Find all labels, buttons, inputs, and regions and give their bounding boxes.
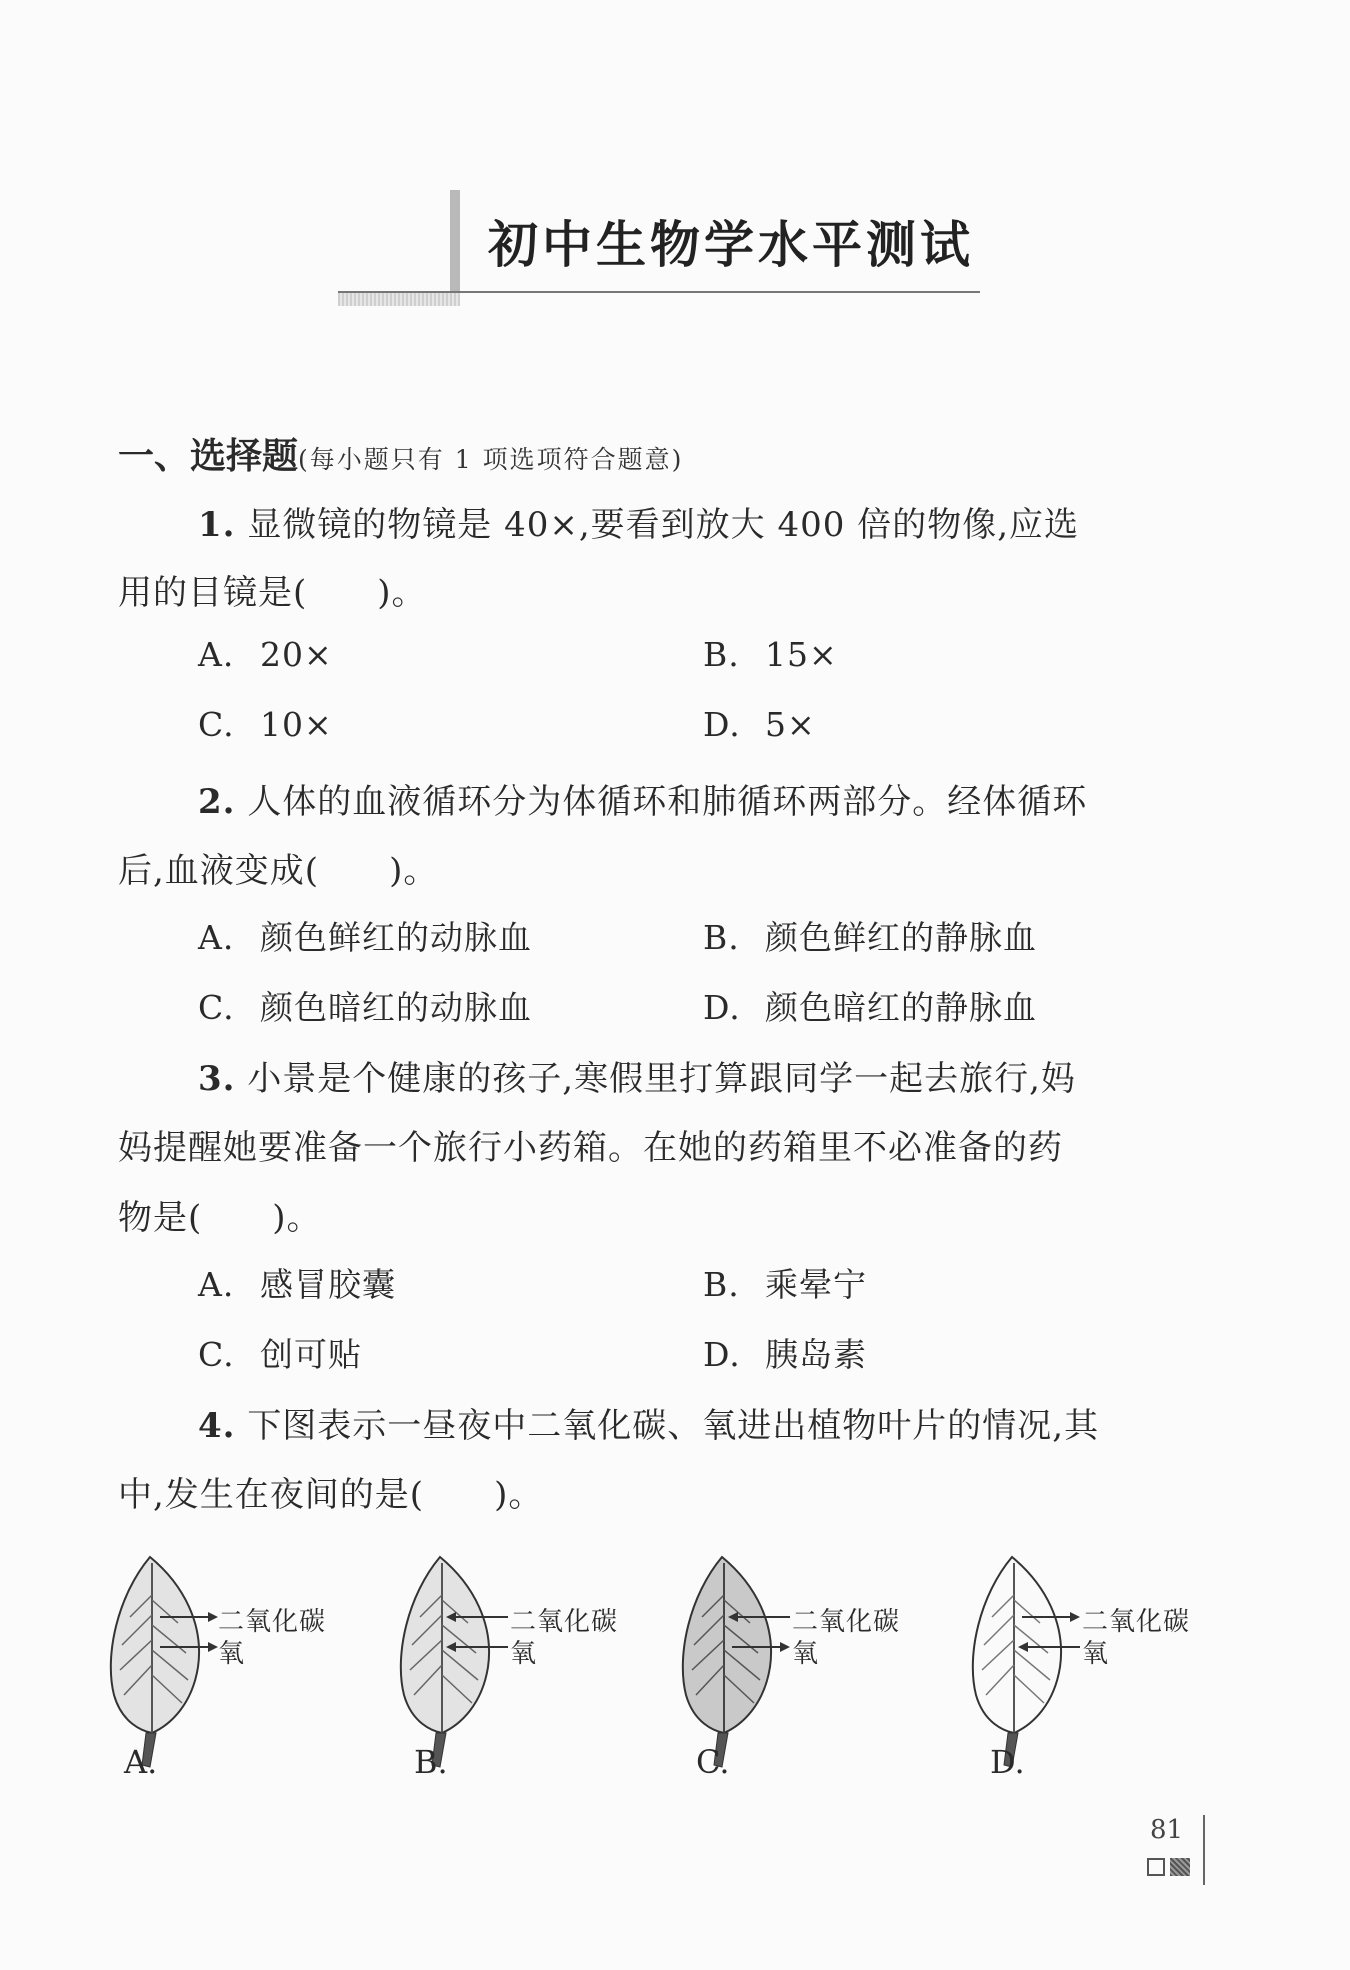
option-label: B.	[703, 918, 740, 957]
page-marker-filled-square	[1170, 1858, 1190, 1876]
question-1-line-2: 用的目镜是( )。	[118, 573, 427, 613]
section-heading	[118, 428, 683, 479]
leaf-option-letter: D.	[990, 1743, 1025, 1781]
o2-label: 氧	[792, 1639, 820, 1669]
question-1-number: 1.	[198, 505, 236, 545]
option-text: 乘晕宁	[765, 1265, 867, 1304]
section-note: (每小题只有 1 项选项符合题意)	[298, 445, 684, 474]
question-4-text-1: 下图表示一昼夜中二氧化碳、氧进出植物叶片的情况,其	[247, 1406, 1100, 1446]
question-3-text-1: 小景是个健康的孩子,寒假里打算跟同学一起去旅行,妈	[247, 1059, 1076, 1099]
page-number: 81	[1150, 1815, 1184, 1845]
title-underline	[338, 291, 980, 293]
question-3-line-1	[198, 1051, 1076, 1100]
question-1-text-1: 显微镜的物镜是 40×,要看到放大 400 倍的物像,应选	[247, 505, 1079, 545]
question-4-line-2: 中,发生在夜间的是( )。	[118, 1475, 544, 1515]
question-2-text-1: 人体的血液循环分为体循环和肺循环两部分。经体循环	[247, 782, 1088, 822]
option-label: D.	[703, 1335, 741, 1374]
title-underline-shade	[338, 292, 460, 306]
leaf-diagram-a	[100, 1555, 370, 1785]
co2-label: 二氧化碳	[218, 1607, 327, 1637]
option-label: A.	[198, 918, 235, 957]
option-text: 感冒胶囊	[260, 1265, 396, 1304]
question-3-option-b	[703, 1259, 867, 1306]
option-label: B.	[703, 635, 740, 674]
question-3-option-d	[703, 1329, 867, 1376]
question-1-option-c	[198, 705, 333, 744]
option-text: 15×	[765, 635, 838, 674]
leaf-diagram-c	[672, 1555, 942, 1785]
leaf-option-letter: B.	[414, 1743, 448, 1781]
question-3-line-2: 妈提醒她要准备一个旅行小药箱。在她的药箱里不必准备的药	[118, 1128, 1063, 1168]
option-text: 胰岛素	[765, 1335, 867, 1374]
question-1-option-d	[703, 705, 816, 744]
question-4-number: 4.	[198, 1406, 236, 1446]
o2-label: 氧	[510, 1639, 538, 1669]
leaf-option-letter: A.	[124, 1743, 158, 1781]
option-label: C.	[198, 988, 235, 1027]
option-label: A.	[198, 1265, 235, 1304]
question-1-option-a	[198, 635, 333, 674]
option-label: C.	[198, 705, 235, 744]
option-text: 颜色暗红的动脉血	[260, 988, 532, 1027]
question-3-line-3: 物是( )。	[118, 1198, 322, 1238]
question-2-line-1	[198, 774, 1087, 823]
question-2-option-b	[703, 912, 1037, 959]
co2-label: 二氧化碳	[510, 1607, 619, 1637]
title-accent-bar	[450, 190, 460, 298]
page-number-rule	[1203, 1815, 1205, 1885]
option-label: B.	[703, 1265, 740, 1304]
question-1-option-b	[703, 635, 838, 674]
option-text: 颜色暗红的静脉血	[765, 988, 1037, 1027]
question-2-number: 2.	[198, 782, 236, 822]
question-3-number: 3.	[198, 1059, 236, 1099]
option-label: A.	[198, 635, 235, 674]
question-2-option-a	[198, 912, 532, 959]
section-heading-text: 一、选择题	[118, 435, 299, 477]
page-title: 初中生物学水平测试	[488, 215, 974, 274]
option-text: 颜色鲜红的动脉血	[260, 918, 532, 957]
o2-label: 氧	[218, 1639, 246, 1669]
option-label: D.	[703, 988, 741, 1027]
question-4-line-1	[198, 1398, 1099, 1447]
question-2-line-2: 后,血液变成( )。	[118, 851, 439, 891]
o2-label: 氧	[1082, 1639, 1110, 1669]
option-text: 10×	[260, 705, 333, 744]
option-text: 创可贴	[260, 1335, 362, 1374]
question-3-option-c	[198, 1329, 362, 1376]
question-2-option-c	[198, 982, 532, 1029]
question-2-option-d	[703, 982, 1037, 1029]
page-marker-open-square	[1147, 1858, 1165, 1876]
question-1-line-1	[198, 497, 1079, 546]
co2-label: 二氧化碳	[792, 1607, 901, 1637]
option-text: 颜色鲜红的静脉血	[765, 918, 1037, 957]
co2-label: 二氧化碳	[1082, 1607, 1191, 1637]
option-text: 20×	[260, 635, 333, 674]
option-text: 5×	[765, 705, 816, 744]
option-label: D.	[703, 705, 741, 744]
leaf-option-letter: C.	[696, 1743, 730, 1781]
leaf-diagram-d	[962, 1555, 1232, 1785]
option-label: C.	[198, 1335, 235, 1374]
question-3-option-a	[198, 1259, 396, 1306]
leaf-diagram-b	[390, 1555, 660, 1785]
